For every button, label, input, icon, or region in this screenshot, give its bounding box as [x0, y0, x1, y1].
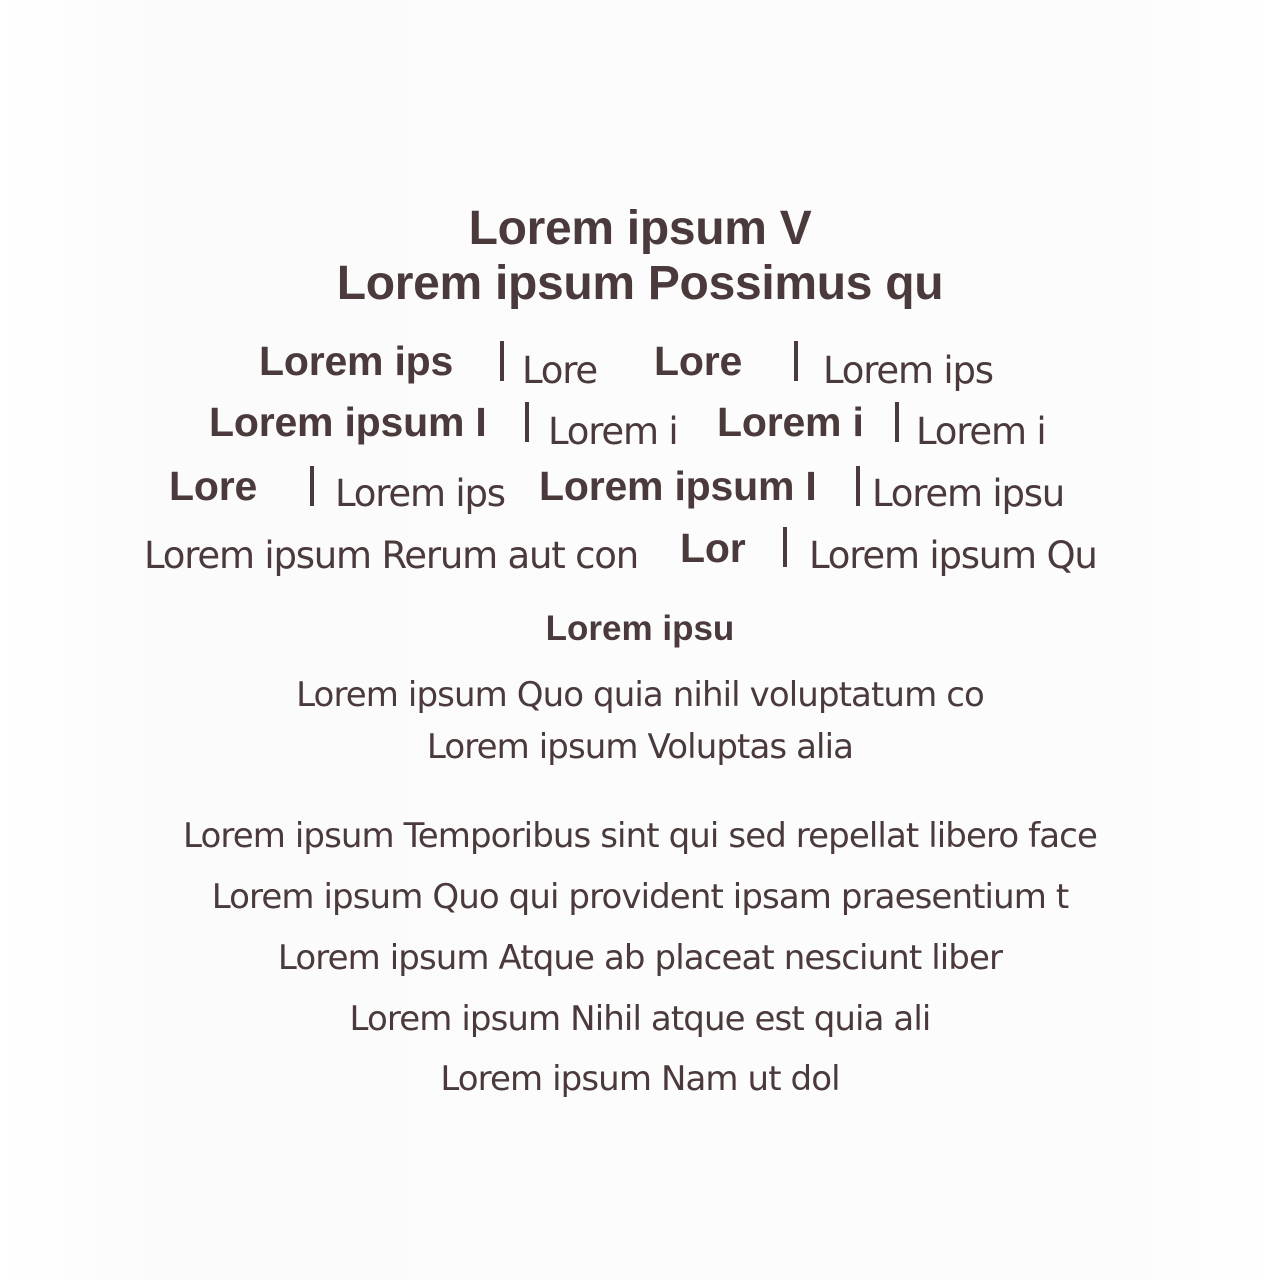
spec-value: Lorem ipsu: [872, 472, 1065, 515]
title-line-2: Lorem ipsum Possimus qu: [336, 257, 944, 310]
separator: [856, 466, 860, 506]
spec-value: Lorem ipsum Qu: [809, 534, 1097, 577]
separator: [794, 341, 798, 381]
spec-label: Lorem ipsum I: [209, 399, 487, 445]
paragraph-line: Lorem ipsum Nihil atque est quia ali: [349, 999, 931, 1039]
paragraph-line: Lorem ipsum Atque ab placeat nesciunt liber: [277, 938, 1003, 978]
separator: [525, 402, 529, 442]
spec-value: Lorem ips: [335, 472, 505, 515]
paragraph-line: Lorem ipsum Quo qui provident ipsam praesentium t: [211, 877, 1069, 917]
separator: [500, 341, 504, 381]
spec-value: Lorem ips: [823, 349, 993, 392]
paragraph-line: Lorem ipsum Voluptas alia: [426, 727, 854, 767]
paragraph-line: Lorem ipsum Nam ut dol: [440, 1059, 840, 1099]
spec-label: Lor: [680, 525, 746, 571]
section-heading: Lorem ipsu: [545, 609, 735, 648]
paragraph-line: Lorem ipsum Quo quia nihil voluptatum co: [296, 675, 984, 715]
spec-label: Lorem i: [717, 399, 864, 445]
spec-value: Lorem i: [548, 410, 678, 453]
spec-label: Lore: [169, 463, 258, 509]
separator: [783, 527, 787, 567]
spec-label: Lore: [654, 338, 743, 384]
paragraph-line: Lorem ipsum Temporibus sint qui sed repellat libero face: [183, 816, 1097, 856]
spec-value: Lore: [522, 349, 597, 392]
title-line-1: Lorem ipsum V: [468, 202, 812, 255]
separator: [895, 402, 899, 442]
spec-label: Lorem ips: [259, 338, 454, 384]
lead-text: Lorem ipsum Rerum aut con: [144, 534, 638, 577]
spec-value: Lorem i: [916, 410, 1046, 453]
separator: [310, 466, 314, 506]
spec-label: Lorem ipsum I: [539, 463, 817, 509]
